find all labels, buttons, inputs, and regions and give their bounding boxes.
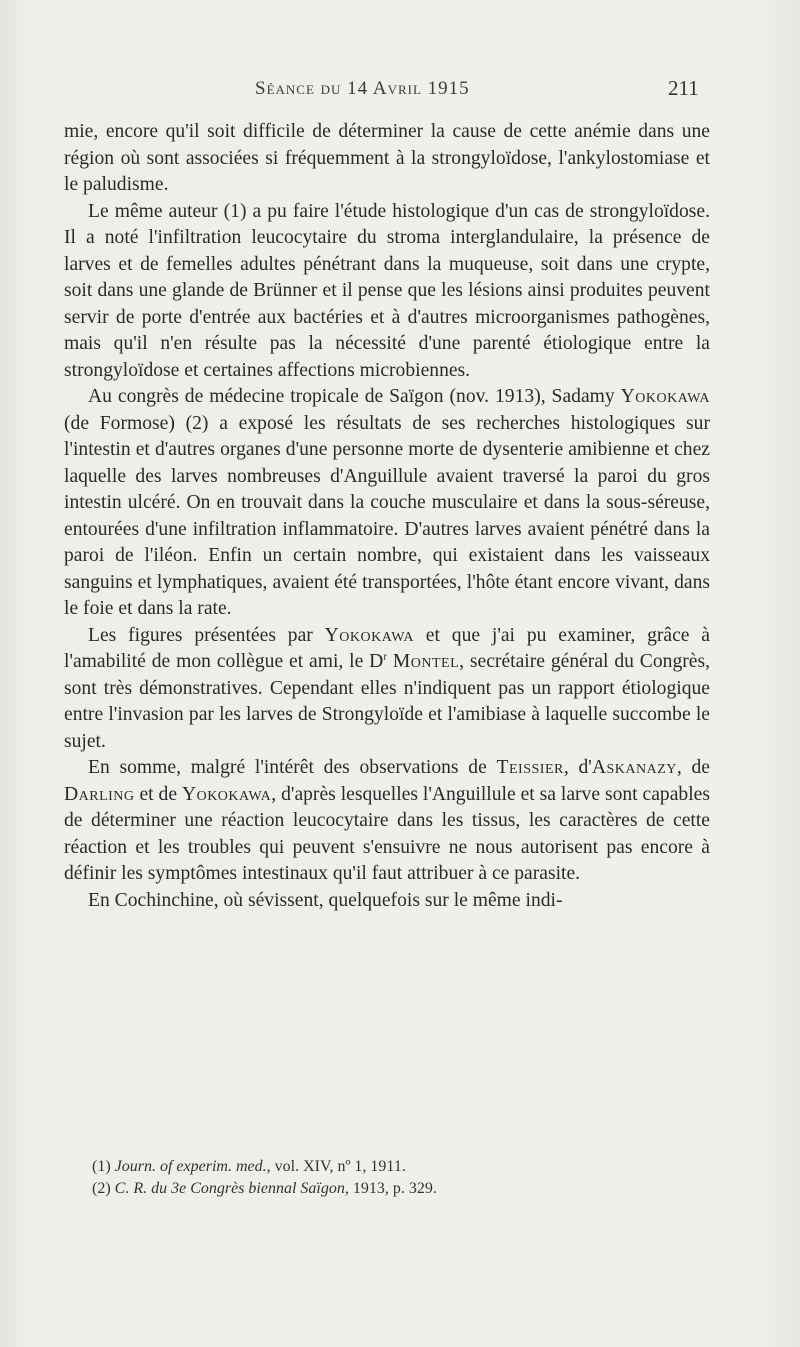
author-name: Montel — [392, 651, 460, 672]
author-name: Yokokawa — [324, 624, 414, 646]
running-title: Séance du 14 Avril 1915 — [255, 78, 470, 99]
paragraph-4-text-b: et que j'ai pu examiner, grâce à l'amabilité de mon collègue et ami, le D — [64, 624, 711, 672]
paragraph-1: mie, encore qu'il soit difficile de déterminer la cause de cette anémie dans une région où sont associées si fréquemment à la strongyloïdose, l'ankylostomiase et le paludisme. — [64, 121, 710, 195]
paragraph-3-text-b: (de Formose) (2) a exposé les résultats de ses recherches histologiques sur l'intestin et d'autres organes d'une personne morte de dysenterie amibienne et chez laquelle des larves nombreuses d'Anguillule avaient traversé la paroi du gros intestin ulcéré. On en trouvait dans la couche musculaire et dans la sous-séreuse, entourées d'une infiltration inflammatoire. D'autres larves avaient pénétré dans la paroi de l'iléon. Enfin un certain nombre, qui existaient dans les vaisseaux sanguins et lymphatiques, avaient été transportées, l'hôte étant encore vivant, dans le foie et dans la rate. — [64, 412, 710, 619]
footnote-2 — [92, 1178, 712, 1200]
paragraph-3-text-a: Au congrès de médecine tropicale de Saïgon (nov. 1913), Sadamy — [88, 386, 621, 407]
footnote-1-rest: , vol. XIV, nº 1, 1911. — [266, 1158, 406, 1175]
paragraph-5-text-a: En somme, malgré l'intérêt des observations de — [88, 757, 497, 778]
author-name: Yokokawa — [620, 386, 710, 407]
paragraph-5-text-d: et de — [134, 783, 182, 805]
author-name: Teissier — [496, 757, 564, 778]
footnotes — [92, 1156, 712, 1200]
footnote-2-number: (2) — [92, 1180, 115, 1197]
paragraph-6: En Cochinchine, où sévissent, quelquefois sur le même indi- — [88, 889, 563, 911]
author-name: Darling — [64, 783, 135, 805]
footnote-1-number: (1) — [92, 1158, 115, 1175]
paragraph-5-text-c: , de — [676, 757, 710, 778]
superscript: r — [383, 650, 387, 663]
running-head — [0, 74, 800, 104]
page-number: 211 — [668, 76, 699, 100]
paragraph-3 — [64, 384, 710, 623]
author-name: Yokokawa — [181, 783, 272, 805]
paragraph-5-text-e: , d'après lesquelles l'Anguillule et sa larve sont capables de déterminer une réaction leucocytaire dans les tissus, les caractères de cette réaction et les troubles qui peuvent s'ensuivre ne nous autorisent pas encore à définir les symptômes intestinaux qu'il faut attribuer à ce parasite. — [64, 783, 710, 884]
paragraph-5-text-b: , d' — [563, 757, 592, 778]
body-text — [64, 119, 710, 914]
author-name: Askanazy — [591, 757, 677, 778]
paragraph-5 — [64, 755, 710, 888]
footnote-1 — [92, 1156, 712, 1178]
paragraph-4 — [64, 623, 710, 756]
paragraph-4-text-c: , secrétaire général du Congrès, sont très démonstratives. Cependant elles n'indiquent pas un rapport étiologique entre l'invasion par les larves de Strongyloïde et l'amibiase à laquelle succombe le sujet. — [64, 651, 710, 752]
paragraph-4-text-a: Les figures présentées par — [88, 624, 325, 646]
paragraph-2: Le même auteur (1) a pu faire l'étude histologique d'un cas de strongyloïdose. Il a noté l'infiltration leucocytaire du stroma interglandulaire, la présence de larves et de femelles adultes pénétrant dans la muqueuse, soit dans une crypte, soit dans une glande de Brünner et il pense que les lésions ainsi produites peuvent servir de porte d'entrée aux bactéries et à d'autres microorganismes pathogènes, mais qu'il n'en résulte pas la nécessité d'une parenté étiologique entre la strongyloïdose et certaines affections microbiennes. — [64, 200, 710, 381]
footnote-1-title: Journ. of experim. med. — [114, 1158, 267, 1175]
footnote-2-rest: , 1913, p. 329. — [344, 1180, 437, 1197]
footnote-2-title: C. R. du 3e Congrès biennal Saïgon — [114, 1180, 345, 1197]
